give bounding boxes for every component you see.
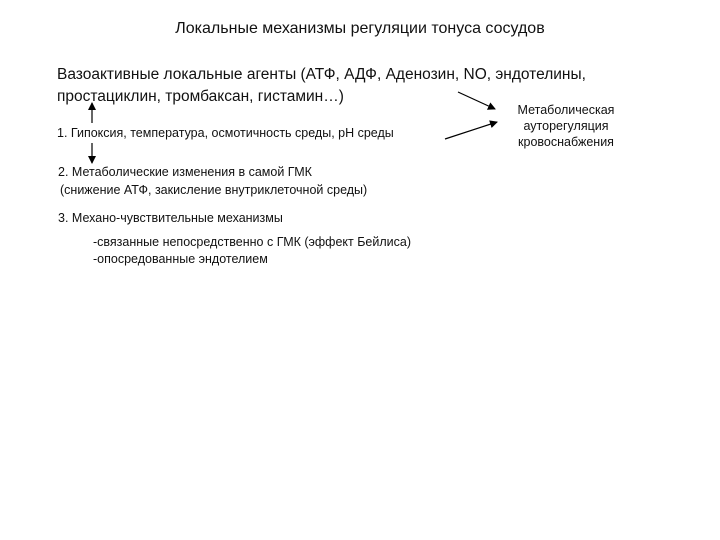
metabolic-autoregulation-line-1: Метаболическая	[517, 103, 615, 117]
arrow-item-1-to-autoregulation	[445, 122, 497, 139]
metabolic-autoregulation-line-2: ауторегуляция	[523, 119, 609, 133]
arrow-agents-to-autoregulation	[458, 92, 495, 109]
item-2-metabolic-changes: 2. Метаболические изменения в самой ГМК	[58, 165, 312, 179]
item-1-hypoxia: 1. Гипоксия, температура, осмотичность среды, рН среды	[57, 126, 394, 140]
item-3-smc-direct: -связанные непосредственно с ГМК (эффект Бейлиса)	[93, 235, 412, 249]
vasoactive-agents-line-2: простациклин, тромбаксан, гистамин…)	[57, 88, 344, 105]
item-3-mechanosensitive: 3. Механо-чувствительные механизмы	[58, 211, 283, 225]
metabolic-autoregulation-line-3: кровоснабжения	[518, 135, 614, 149]
vasoactive-agents-line-1: Вазоактивные локальные агенты (АТФ, АДФ, Аденозин, NO, эндотелины,	[57, 66, 586, 83]
slide-title: Локальные механизмы регуляции тонуса сосудов	[175, 20, 545, 37]
item-2-details: (снижение АТФ, закисление внутриклеточной среды)	[60, 183, 368, 197]
item-3-endothelium-mediated: -опосредованные эндотелием	[93, 252, 268, 266]
